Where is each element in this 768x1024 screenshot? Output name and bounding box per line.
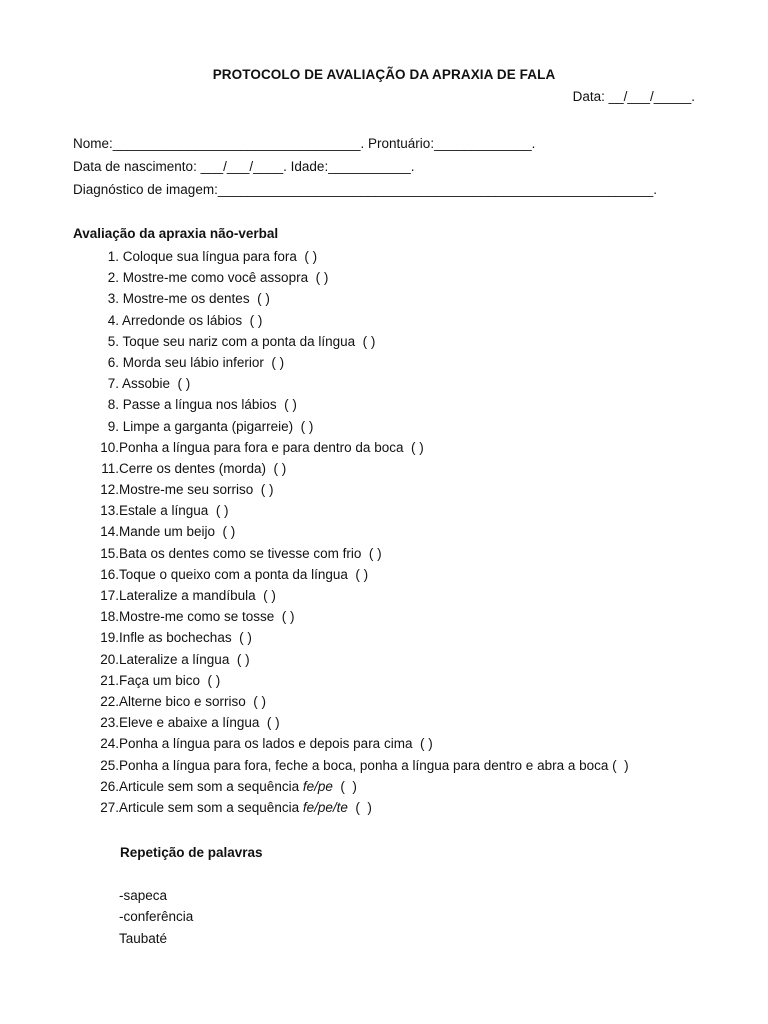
list-item-number: 1. bbox=[107, 249, 119, 264]
list-item-number: 6. bbox=[107, 354, 119, 370]
list-item bbox=[73, 755, 629, 776]
list-item-suffix: ( ) bbox=[332, 778, 357, 794]
list-item-number: 26. bbox=[100, 778, 119, 794]
list-item-text: Ponha a língua para fora, feche a boca, ponha a língua para dentro e abra a boca ( ) bbox=[119, 757, 629, 773]
list-item-text: Mostre-me seu sorriso ( ) bbox=[119, 482, 274, 498]
list-item bbox=[73, 521, 629, 542]
list-item bbox=[73, 416, 629, 437]
list-item-text: Alterne bico e sorriso ( ) bbox=[119, 693, 267, 709]
list-item-number: 14. bbox=[100, 524, 119, 540]
nome-prontuario-field: Nome:_________________________________. Prontuário:_____________. bbox=[73, 136, 536, 151]
section-heading-word-repetition: Repetição de palavras bbox=[120, 845, 263, 860]
list-item bbox=[73, 627, 629, 648]
list-item bbox=[73, 458, 629, 479]
list-item-number: 2. bbox=[107, 270, 119, 286]
list-item-number: 4. bbox=[107, 312, 119, 328]
list-item bbox=[73, 585, 629, 606]
date-field: Data: __/___/_____. bbox=[572, 89, 695, 104]
list-item-number: 11. bbox=[101, 460, 119, 476]
list-item-number: 7. bbox=[107, 376, 119, 392]
list-item-number: 9. bbox=[107, 418, 119, 434]
list-item bbox=[73, 267, 629, 288]
section-heading-nonverbal: Avaliação da apraxia não-verbal bbox=[73, 226, 279, 241]
list-item-text: Ponha a língua para fora e para dentro da boca ( ) bbox=[119, 439, 424, 455]
list-item bbox=[73, 288, 629, 309]
list-item bbox=[73, 437, 629, 458]
list-item-text: Toque seu nariz com a ponta da língua ( ) bbox=[122, 333, 376, 349]
list-item-text: Passe a língua nos lábios ( ) bbox=[122, 397, 297, 413]
list-item bbox=[73, 712, 629, 733]
list-item-number: 22. bbox=[100, 693, 119, 709]
list-item bbox=[73, 670, 629, 691]
list-item bbox=[73, 246, 629, 267]
list-item-text: Mostre-me como se tosse ( ) bbox=[119, 609, 295, 625]
list-item-italic-sequence: fe/pe/te bbox=[302, 799, 348, 815]
document-title: PROTOCOLO DE AVALIAÇÃO DA APRAXIA DE FALA bbox=[212, 67, 556, 82]
list-item-text: Lateralize a mandíbula ( ) bbox=[119, 588, 276, 603]
list-item-number: 18. bbox=[100, 609, 119, 625]
list-item bbox=[73, 352, 629, 373]
list-item bbox=[73, 776, 629, 797]
list-item bbox=[73, 479, 629, 500]
list-item-text: Mande um beijo ( ) bbox=[119, 524, 236, 540]
list-item bbox=[73, 797, 629, 818]
list-item-text: Eleve e abaixe a língua ( ) bbox=[119, 715, 280, 731]
list-item-text: Mostre-me como você assopra ( ) bbox=[122, 270, 329, 286]
list-item-number: 17. bbox=[100, 588, 119, 603]
list-item-number: 10. bbox=[100, 439, 119, 455]
list-item bbox=[73, 331, 629, 352]
list-item-text: Bata os dentes como se tivesse com frio ( ) bbox=[119, 545, 382, 561]
list-item bbox=[73, 373, 629, 394]
word-item: -sapeca bbox=[119, 888, 168, 903]
word-item: -conferência bbox=[119, 909, 194, 924]
list-item-text: Infle as bochechas ( ) bbox=[119, 630, 252, 646]
list-item bbox=[73, 649, 629, 670]
list-item bbox=[73, 500, 629, 521]
list-item-number: 27. bbox=[100, 799, 119, 815]
list-item-text: Assobie ( ) bbox=[122, 376, 191, 392]
list-item-number: 3. bbox=[107, 291, 119, 307]
list-item-text: Arredonde os lábios ( ) bbox=[122, 312, 263, 328]
nonverbal-items-list bbox=[73, 246, 629, 818]
list-item-number: 15. bbox=[100, 545, 119, 561]
list-item-number: 24. bbox=[100, 736, 119, 752]
list-item-text: Morda seu lábio inferior ( ) bbox=[122, 354, 285, 370]
list-item-number: 19. bbox=[100, 630, 119, 646]
diagnostico-field: Diagnóstico de imagem:__________________________________________________________. bbox=[73, 182, 658, 197]
word-item: Taubaté bbox=[119, 931, 168, 946]
list-item-text: Mostre-me os dentes ( ) bbox=[122, 291, 270, 307]
list-item-text: Faça um bico ( ) bbox=[119, 672, 221, 688]
list-item-text: Lateralize a língua ( ) bbox=[119, 651, 250, 667]
list-item-number: 23. bbox=[100, 715, 119, 731]
list-item-italic-sequence: fe/pe bbox=[302, 778, 333, 794]
list-item bbox=[73, 691, 629, 712]
list-item-text: Ponha a língua para os lados e depois para cima ( ) bbox=[119, 736, 433, 752]
nascimento-idade-field: Data de nascimento: ___/___/____. Idade:___________. bbox=[73, 159, 415, 174]
list-item-number: 20. bbox=[100, 651, 119, 667]
list-item bbox=[73, 543, 629, 564]
list-item-number: 12. bbox=[100, 482, 119, 498]
list-item bbox=[73, 394, 629, 415]
list-item-text: Articule sem som a sequência bbox=[119, 778, 303, 794]
list-item-number: 21. bbox=[100, 672, 119, 688]
list-item-text: Articule sem som a sequência bbox=[119, 799, 303, 815]
list-item-number: 13. bbox=[100, 503, 119, 519]
list-item-text: Limpe a garganta (pigarreie) ( ) bbox=[122, 418, 314, 434]
list-item-number: 8. bbox=[107, 397, 119, 413]
list-item bbox=[73, 564, 629, 585]
list-item-text: Coloque sua língua para fora ( ) bbox=[122, 249, 318, 264]
list-item-number: 5. bbox=[107, 333, 119, 349]
list-item-text: Toque o queixo com a ponta da língua ( ) bbox=[119, 566, 369, 582]
list-item bbox=[73, 606, 629, 627]
list-item-suffix: ( ) bbox=[347, 799, 372, 815]
list-item-text: Estale a língua ( ) bbox=[119, 503, 229, 519]
list-item bbox=[73, 310, 629, 331]
list-item bbox=[73, 733, 629, 754]
list-item-number: 16. bbox=[100, 566, 119, 582]
list-item-number: 25. bbox=[100, 757, 119, 773]
list-item-text: Cerre os dentes (morda) ( ) bbox=[119, 460, 287, 476]
